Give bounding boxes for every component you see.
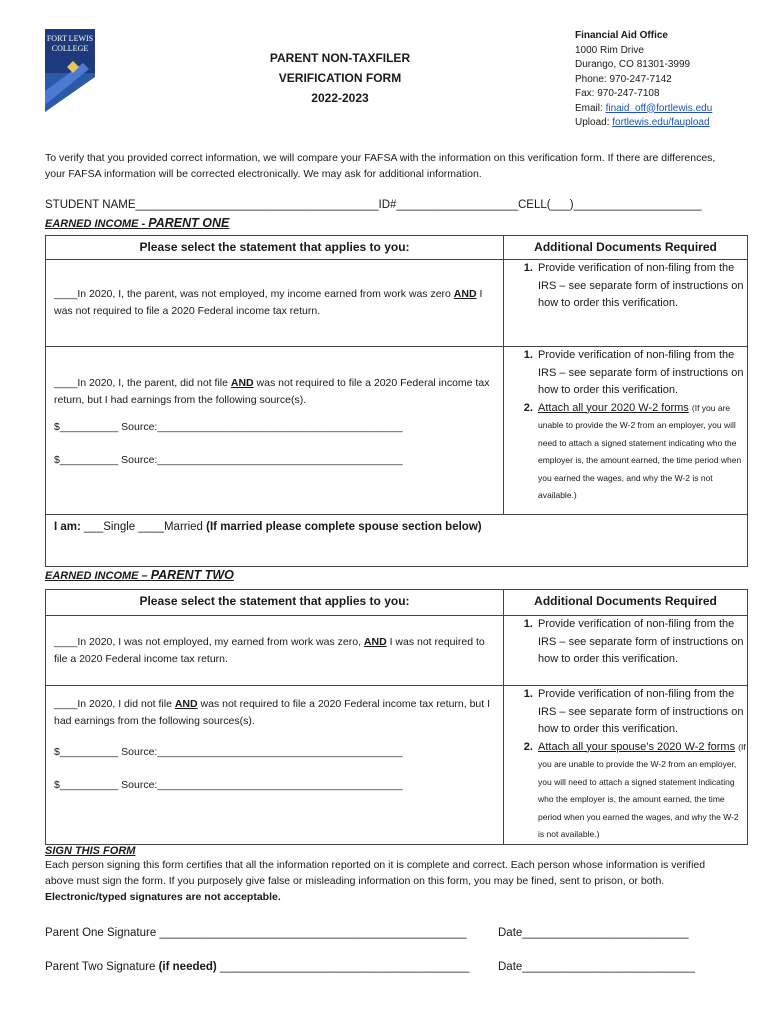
parent-one-statement-1[interactable]: ____In 2020, I, the parent, was not employed, my income earned from work was zero AND I was not required to file a 2020 Federal income tax return.: [46, 260, 504, 347]
sign-section: [45, 845, 735, 905]
doc-item: 2. Attach all your spouse’s 2020 W-2 forms (If you are unable to provide the W-2 from an employer, you will need to attach a signed statement indicating who the employer is, the amount earned, the time period when you earned the wages, and why the W-2 is not available.): [536, 739, 747, 844]
source-line[interactable]: $__________ Source:__________________________________________: [54, 779, 403, 791]
email-link[interactable]: finaid_off@fortlewis.edu: [605, 102, 713, 114]
parent-one-docs-2: [504, 347, 748, 515]
office-address-1: 1000 Rim Drive: [575, 44, 644, 56]
parent-one-statement-2[interactable]: ____In 2020, I, the parent, did not file AND was not required to file a 2020 Federal income tax return, but I had earnings from the following source(s). $__________ Source:__________________________________________ $__________ Source:__________________________________________: [46, 347, 504, 515]
source-line[interactable]: $__________ Source:__________________________________________: [54, 746, 403, 758]
source-line[interactable]: $__________ Source:__________________________________________: [54, 454, 403, 466]
form-title: [230, 48, 450, 108]
office-address-2: Durango, CO 81301-3999: [575, 59, 691, 70]
email-label: Email:: [575, 102, 606, 114]
parent-one-col-docs: Additional Documents Required: [504, 236, 748, 260]
parent-two-docs-2: [504, 686, 748, 845]
doc-item: 1. Provide verification of non-filing from the IRS – see separate form of instructions on how to order this verification.: [536, 260, 747, 313]
office-contact: [575, 29, 712, 131]
office-phone: Phone: 970-247-7142: [575, 73, 672, 85]
source-line[interactable]: $__________ Source:__________________________________________: [54, 421, 403, 433]
doc-item: 1. Provide verification of non-filing from the IRS – see separate form of instructions on how to order this verification.: [536, 686, 747, 739]
title-line-1: PARENT NON-TAXFILER: [269, 51, 411, 65]
logo-text-1: FORT LEWIS: [46, 34, 94, 43]
doc-item: 1. Provide verification of non-filing from the IRS – see separate form of instructions on how to order this verification.: [536, 347, 747, 400]
title-year: 2022-2023: [311, 91, 369, 105]
sign-heading: SIGN THIS FORM: [45, 845, 136, 857]
upload-label: Upload:: [575, 117, 613, 128]
parent-two-signature-line[interactable]: Parent Two Signature (if needed) _______________________________________: [45, 961, 470, 973]
parent-two-col-docs: Additional Documents Required: [504, 590, 748, 616]
parent-one-table: [45, 235, 748, 567]
parent-one-date-line[interactable]: Date__________________________: [498, 927, 689, 939]
parent-two-docs-1: [504, 616, 748, 686]
student-info-line[interactable]: STUDENT NAME______________________________________ID#___________________CELL(___)____________________: [45, 199, 702, 211]
sign-paragraph: Each person signing this form certifies that all the information reported on it is complete and correct. Each person whose information is verified above must sign the form. If you purposely give false or misleading information on this form, you may be fined, sent to prison, or both. Electronic/typed signatures are not acceptable.: [45, 859, 706, 903]
college-logo: [45, 29, 95, 112]
parent-two-statement-1[interactable]: ____In 2020, I was not employed, my earned from work was zero, AND I was not required to file a 2020 Federal income tax return.: [46, 616, 504, 686]
parent-one-signature-line[interactable]: Parent One Signature ________________________________________________: [45, 927, 467, 939]
parent-two-table: [45, 589, 748, 845]
parent-two-col-statement: Please select the statement that applies to you:: [46, 590, 504, 616]
parent-two-statement-2[interactable]: ____In 2020, I did not file AND was not required to file a 2020 Federal income tax return, but I had earnings from the following sources(s). $__________ Source:__________________________________________ $__________ Source:__________________________________________: [46, 686, 504, 845]
parent-two-heading: EARNED INCOME – PARENT TWO: [45, 568, 234, 582]
upload-link[interactable]: fortlewis.edu/faupload: [612, 117, 710, 128]
marital-status-row[interactable]: I am: ___Single ____Married (If married please complete spouse section below): [46, 515, 748, 567]
parent-one-docs-1: [504, 260, 748, 347]
parent-one-col-statement: Please select the statement that applies to you:: [46, 236, 504, 260]
office-fax: Fax: 970-247-7108: [575, 88, 660, 99]
doc-item: 2. Attach all your 2020 W-2 forms (If you are unable to provide the W-2 from an employer, you will need to attach a signed statement indicating who the employer is, the amount earned, the time period when you earned the wages, and why the W-2 is not available.): [536, 400, 747, 505]
office-name: Financial Aid Office: [575, 30, 668, 41]
intro-paragraph: To verify that you provided correct information, we will compare your FAFSA with the information on this verification form. If there are differences, your FAFSA information will be corrected electronically. We may ask for additional information.: [45, 152, 716, 180]
doc-item: 1. Provide verification of non-filing from the IRS – see separate form of instructions on how to order this verification.: [536, 616, 747, 669]
parent-one-heading: EARNED INCOME - PARENT ONE: [45, 216, 230, 230]
logo-text-2: COLLEGE: [51, 44, 89, 53]
parent-two-date-line[interactable]: Date___________________________: [498, 961, 695, 973]
title-line-2: VERIFICATION FORM: [278, 71, 402, 85]
